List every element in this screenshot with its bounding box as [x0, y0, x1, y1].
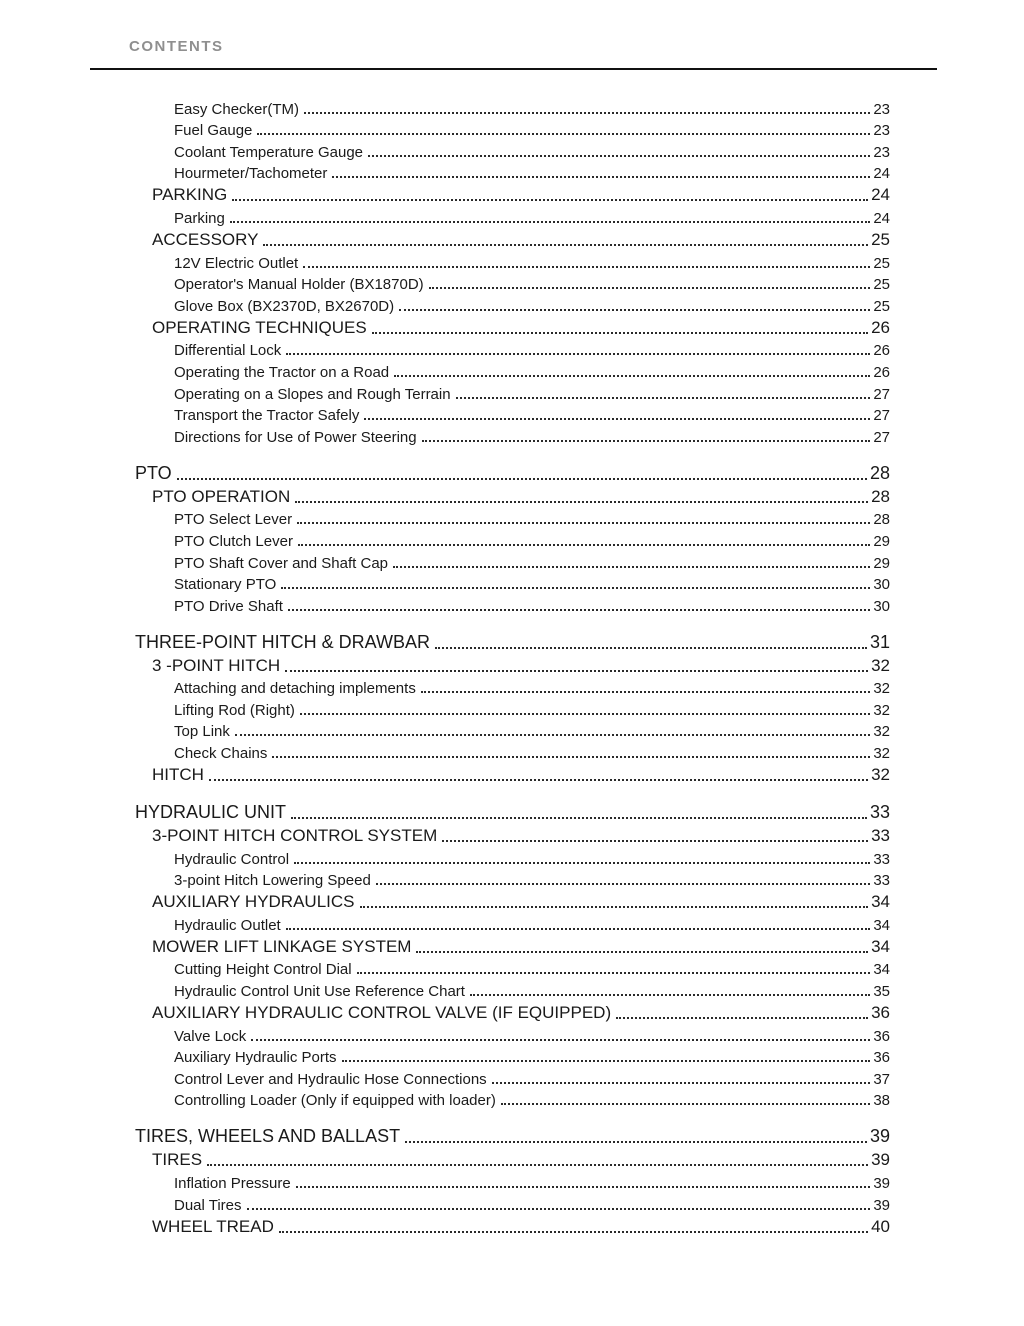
toc-entry-label: Control Lever and Hydraulic Hose Connections: [174, 1070, 487, 1088]
toc-dot-leader: [357, 972, 871, 974]
toc-entry-label: PTO Clutch Lever: [174, 532, 293, 550]
toc-entry-label: WHEEL TREAD: [152, 1216, 274, 1236]
toc-entry-page: 25: [873, 254, 890, 272]
toc-entry-page: 40: [871, 1216, 890, 1236]
toc-dot-leader: [209, 779, 868, 781]
toc-dot-leader: [421, 691, 870, 693]
toc-entry-label: Auxiliary Hydraulic Ports: [174, 1049, 337, 1067]
toc-entry-label: PTO OPERATION: [152, 486, 291, 506]
toc-entry-label: Hydraulic Outlet: [174, 916, 281, 934]
toc-entry-page: 36: [871, 1003, 890, 1023]
toc-entry: [174, 572, 890, 594]
toc-entry-label: Transport the Tractor Safely: [174, 407, 360, 425]
toc-entry: [174, 1023, 890, 1045]
toc-entry-label: Operating the Tractor on a Road: [174, 363, 390, 381]
toc-dot-leader: [251, 1039, 870, 1041]
toc-entry: [174, 507, 890, 529]
page-header: CONTENTS: [129, 38, 224, 55]
toc-entry-label: Differential Lock: [174, 342, 282, 360]
toc-entry: [174, 403, 890, 425]
toc-entry: [174, 118, 890, 140]
toc-dot-leader: [304, 112, 870, 114]
toc-entry-label: Inflation Pressure: [174, 1175, 291, 1192]
toc-entry-label: Easy Checker(TM): [174, 100, 300, 118]
toc-entry: [135, 798, 890, 823]
toc-entry-page: 32: [873, 723, 890, 741]
toc-entry-page: 26: [871, 317, 890, 337]
toc-dot-leader: [235, 734, 870, 736]
toc-entry: [174, 957, 890, 979]
toc-dot-leader: [291, 817, 867, 819]
toc-entry: [152, 227, 890, 250]
toc-entry-label: Dual Tires: [174, 1196, 242, 1214]
toc-entry: [174, 1088, 890, 1110]
toc-entry-page: 26: [873, 363, 890, 381]
toc-entry-label: Attaching and detaching implements: [174, 680, 416, 698]
toc-entry-page: 28: [873, 511, 890, 529]
toc-entry-label: PTO Shaft Cover and Shaft Cap: [174, 554, 389, 572]
toc-entry-page: 33: [871, 826, 890, 846]
toc-dot-leader: [286, 928, 871, 930]
toc-entry-label: PTO: [135, 462, 172, 483]
toc-entry-label: TIRES, WHEELS AND BALLAST: [135, 1126, 401, 1147]
toc-entry-page: 32: [873, 680, 890, 698]
toc-dot-leader: [263, 244, 868, 246]
toc-entry-label: HITCH: [152, 765, 204, 785]
toc-dot-leader: [368, 155, 870, 157]
toc-dot-leader: [422, 440, 871, 442]
toc-dot-leader: [232, 199, 868, 201]
toc-entry-page: 38: [873, 1092, 890, 1110]
toc-entry: [174, 740, 890, 762]
toc-entry-label: 12V Electric Outlet: [174, 254, 299, 272]
toc-entry: [174, 868, 890, 890]
toc-entry-label: Fuel Gauge: [174, 122, 253, 140]
toc-entry: [174, 593, 890, 615]
toc-dot-leader: [281, 587, 870, 589]
toc-entry-label: Parking: [174, 209, 225, 227]
toc-entry: [174, 338, 890, 360]
toc-entry-page: 34: [873, 961, 890, 979]
toc-entry-page: 39: [873, 1175, 890, 1192]
toc-entry: [152, 889, 890, 912]
toc-entry-page: 23: [873, 100, 890, 118]
toc-entry-page: 27: [873, 385, 890, 403]
toc-dot-leader: [230, 221, 870, 223]
toc-entry: [174, 978, 890, 1000]
toc-entry-page: 36: [873, 1049, 890, 1067]
toc-entry-label: HYDRAULIC UNIT: [135, 802, 287, 823]
toc-entry: [174, 846, 890, 868]
toc-entry: [174, 139, 890, 161]
toc-entry: [135, 459, 890, 484]
toc-dot-leader: [286, 353, 870, 355]
toc-dot-leader: [492, 1082, 871, 1084]
toc-entry-page: 25: [873, 276, 890, 294]
toc-entry-label: Glove Box (BX2370D, BX2670D): [174, 297, 395, 315]
toc-entry-page: 24: [873, 165, 890, 183]
toc-entry-label: TIRES: [152, 1150, 203, 1170]
toc-entry: [152, 934, 890, 957]
toc-dot-leader: [405, 1141, 867, 1143]
toc-entry-label: 3-point Hitch Lowering Speed: [174, 872, 371, 890]
toc-dot-leader: [247, 1208, 871, 1210]
toc-entry: [152, 1147, 890, 1170]
header-rule: [90, 68, 937, 70]
toc-entry-label: Coolant Temperature Gauge: [174, 143, 364, 161]
toc-list: [90, 96, 890, 1237]
toc-entry: [152, 1000, 890, 1023]
toc-dot-leader: [435, 647, 867, 649]
toc-dot-leader: [332, 176, 870, 178]
toc-entry-label: Lifting Rod (Right): [174, 701, 295, 719]
toc-entry: [174, 697, 890, 719]
toc-dot-leader: [429, 287, 871, 289]
toc-entry-label: Valve Lock: [174, 1027, 247, 1045]
toc-entry-page: 33: [873, 872, 890, 890]
toc-entry-page: 26: [873, 342, 890, 360]
toc-entry: [152, 484, 890, 507]
toc-entry: [152, 762, 890, 785]
toc-entry-page: 30: [873, 597, 890, 615]
toc-entry: [174, 381, 890, 403]
toc-dot-leader: [394, 375, 870, 377]
toc-entry-label: PTO Select Lever: [174, 511, 293, 529]
toc-dot-leader: [297, 522, 870, 524]
toc-entry-page: 28: [871, 486, 890, 506]
toc-dot-leader: [393, 566, 870, 568]
toc-entry-page: 25: [871, 229, 890, 249]
toc-dot-leader: [372, 332, 868, 334]
toc-entry-label: Stationary PTO: [174, 576, 277, 594]
toc-entry-page: 39: [873, 1196, 890, 1214]
toc-entry: [174, 359, 890, 381]
toc-entry-page: 34: [871, 936, 890, 956]
toc-entry-label: Directions for Use of Power Steering: [174, 428, 417, 446]
toc-entry-page: 23: [873, 143, 890, 161]
toc-dot-leader: [294, 862, 870, 864]
toc-entry: [174, 424, 890, 446]
toc-entry-page: 34: [873, 916, 890, 934]
toc-entry-label: AUXILIARY HYDRAULIC CONTROL VALVE (IF EQUIPPED): [152, 1003, 612, 1023]
toc-entry: [174, 719, 890, 741]
toc-entry: [174, 1066, 890, 1088]
toc-dot-leader: [300, 713, 870, 715]
toc-entry-page: 27: [873, 428, 890, 446]
toc-dot-leader: [416, 951, 868, 953]
toc-entry-page: 39: [871, 1150, 890, 1170]
toc-dot-leader: [298, 544, 870, 546]
toc-dot-leader: [342, 1060, 871, 1062]
toc-entry-label: PTO Drive Shaft: [174, 597, 283, 615]
toc-entry-page: 35: [873, 983, 890, 1001]
toc-dot-leader: [616, 1017, 868, 1019]
toc-dot-leader: [501, 1103, 870, 1105]
toc-entry-label: Hydraulic Control Unit Use Reference Chart: [174, 983, 465, 1001]
toc-dot-leader: [285, 670, 868, 672]
toc-entry: [174, 1045, 890, 1067]
toc-entry-label: THREE-POINT HITCH & DRAWBAR: [135, 631, 431, 652]
toc-entry: [152, 1214, 890, 1237]
toc-entry-label: Top Link: [174, 723, 230, 741]
toc-entry-label: 3-POINT HITCH CONTROL SYSTEM: [152, 826, 438, 846]
toc-entry: [152, 315, 890, 338]
toc-entry: [174, 272, 890, 294]
toc-entry-page: 32: [871, 765, 890, 785]
toc-entry-page: 34: [871, 892, 890, 912]
toc-entry-page: 32: [871, 655, 890, 675]
toc-entry-page: 24: [871, 185, 890, 205]
toc-entry-page: 29: [873, 532, 890, 550]
toc-dot-leader: [207, 1164, 868, 1166]
toc-entry-label: MOWER LIFT LINKAGE SYSTEM: [152, 936, 412, 956]
toc-entry: [174, 96, 890, 118]
toc-entry-page: 36: [873, 1027, 890, 1045]
toc-entry-label: AUXILIARY HYDRAULICS: [152, 892, 355, 912]
toc-entry: [174, 1170, 890, 1192]
toc-entry-page: 30: [873, 576, 890, 594]
toc-dot-leader: [257, 133, 870, 135]
toc-dot-leader: [399, 309, 870, 311]
toc-entry-page: 23: [873, 122, 890, 140]
toc-entry-page: 24: [873, 209, 890, 227]
toc-entry: [174, 550, 890, 572]
toc-entry-label: 3 -POINT HITCH: [152, 655, 281, 675]
toc-entry: [174, 912, 890, 934]
toc-entry: [152, 182, 890, 205]
toc-dot-leader: [177, 478, 867, 480]
toc-entry: [174, 161, 890, 183]
toc-entry-label: OPERATING TECHNIQUES: [152, 317, 367, 337]
toc-entry-page: 28: [869, 462, 890, 483]
toc-entry-page: 39: [869, 1126, 890, 1147]
toc-dot-leader: [279, 1231, 868, 1233]
toc-entry: [174, 293, 890, 315]
toc-entry-label: Check Chains: [174, 745, 268, 763]
toc-entry: [152, 653, 890, 676]
toc-entry: [174, 1192, 890, 1214]
toc-entry-page: 33: [873, 850, 890, 868]
toc-dot-leader: [364, 418, 870, 420]
toc-entry-label: Operating on a Slopes and Rough Terrain: [174, 385, 451, 403]
toc-entry-page: 27: [873, 407, 890, 425]
toc-entry-page: 25: [873, 297, 890, 315]
toc-entry-page: 31: [869, 631, 890, 652]
toc-entry-label: Hydraulic Control: [174, 850, 290, 868]
toc-entry: [135, 1122, 890, 1147]
toc-dot-leader: [360, 906, 869, 908]
toc-dot-leader: [288, 609, 870, 611]
toc-entry: [135, 628, 890, 653]
toc-dot-leader: [303, 266, 870, 268]
toc-entry: [174, 528, 890, 550]
toc-entry-page: 32: [873, 701, 890, 719]
toc-dot-leader: [442, 840, 868, 842]
toc-dot-leader: [272, 756, 870, 758]
toc-entry-label: Cutting Height Control Dial: [174, 961, 352, 979]
toc-entry-page: 29: [873, 554, 890, 572]
toc-entry: [174, 205, 890, 227]
toc-entry-page: 37: [873, 1070, 890, 1088]
toc-entry: [174, 250, 890, 272]
toc-dot-leader: [376, 883, 871, 885]
toc-dot-leader: [456, 397, 871, 399]
toc-entry-label: Hourmeter/Tachometer: [174, 165, 328, 183]
toc-entry-label: PARKING: [152, 185, 228, 205]
toc-entry-label: Controlling Loader (Only if equipped with loader): [174, 1092, 496, 1110]
toc-entry: [174, 676, 890, 698]
toc-entry-label: ACCESSORY: [152, 229, 259, 249]
toc-dot-leader: [470, 994, 870, 996]
toc-dot-leader: [296, 1186, 871, 1188]
toc-entry-page: 33: [869, 802, 890, 823]
toc-entry: [152, 823, 890, 846]
toc-dot-leader: [295, 501, 868, 503]
toc-entry-label: Operator's Manual Holder (BX1870D): [174, 276, 424, 294]
toc-entry-page: 32: [873, 745, 890, 763]
